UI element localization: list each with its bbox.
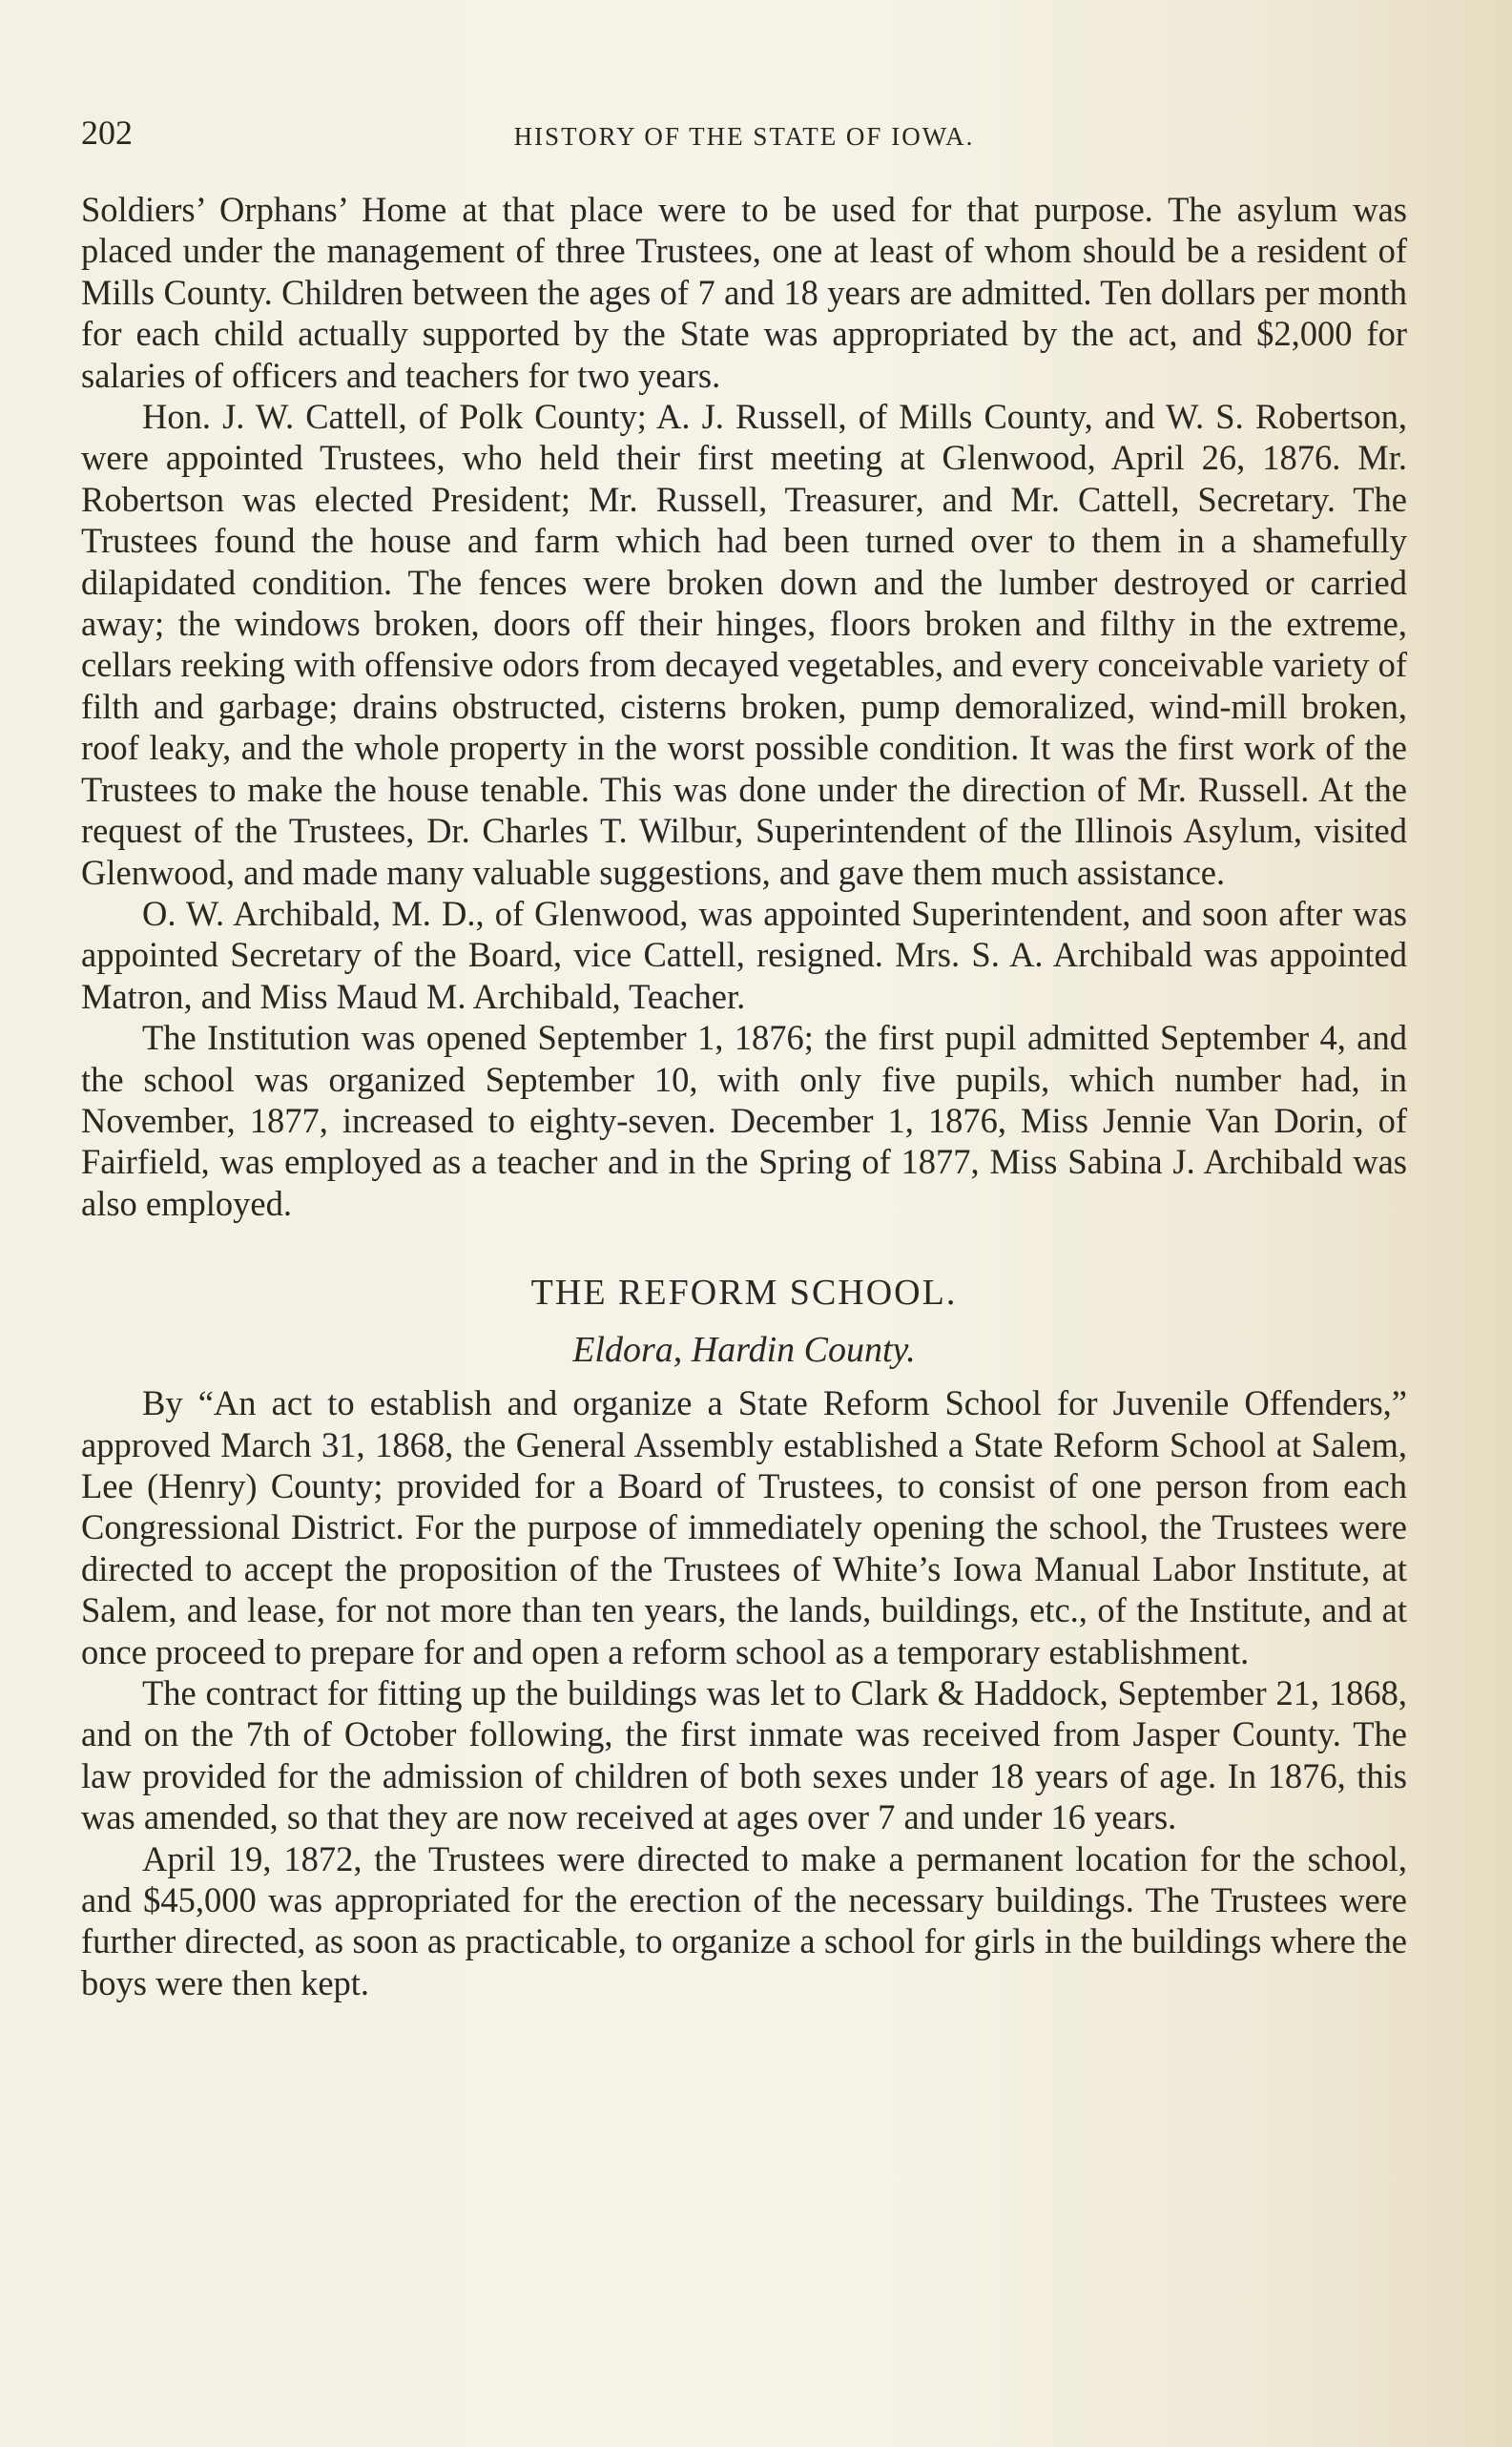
section-title: THE REFORM SCHOOL. bbox=[530, 1273, 958, 1314]
paragraph-reform-act: By “An act to establish and organize a State Reform School for Juvenile Offenders,” approved March 31, 1868, the General Assembly established a State Reform School at Salem, Lee (Henry) County; provided for a Board of Trustees, to consist of one person from each Congressional District. For the purpose of immediately opening the school, the Trustees were directed to accept the proposition of the Trustees of White’s Iowa Manual Labor Institute, at Salem, and lease, for not more than ten years, the lands, buildings, etc., of the Institute, and at once proceed to prepare for and open a reform school as a temporary establishment. bbox=[81, 1383, 1407, 1671]
paragraph-continued: Soldiers’ Orphans’ Home at that place were to be used for that purpose. The asylum was placed under the management of three Trustees, one at least of whom should be a resident of Mills County. Children between the ages of 7 and 18 years are admitted. Ten dollars per month for each child actually supported by the State was appropriated by the act, and $2,000 for salaries of officers and teachers for two years. bbox=[81, 190, 1407, 395]
paragraph-trustees: Hon. J. W. Cattell, of Polk County; A. J. Russell, of Mills County, and W. S. Robertson, were appointed Trustees, who held their first meeting at Glenwood, April 26, 1876. Mr. Robertson was elected President; Mr. Russell, Treasurer, and Mr. Cattell, Secretary. The Trustees found the house and farm which had been turned over to them in a shamefully dilapidated condition. The fences were broken down and the lumber destroyed or carried away; the windows broken, doors off their hinges, floors broken and filthy in the extreme, cellars reeking with offensive odors from decayed vegetables, and every conceivable variety of filth and garbage; drains obstructed, cisterns broken, pump demoralized, wind-mill broken, roof leaky, and the whole property in the worst possible condition. It was the first work of the Trustees to make the house tenable. This was done under the direction of Mr. Russell. At the request of the Trustees, Dr. Charles T. Wilbur, Superintendent of the Illinois Asylum, visited Glenwood, and made many valuable suggestions, and gave them much assistance. bbox=[81, 397, 1407, 892]
section-subtitle: Eldora, Hardin County. bbox=[572, 1330, 916, 1371]
paragraph-permanent-location: April 19, 1872, the Trustees were directed to make a permanent location for the school, and $45,000 was appropriated for the erection of the necessary buildings. The Trustees were further directed, as soon as practicable, to organize a school for girls in the buildings where the boys were then kept. bbox=[81, 1838, 1407, 2002]
page-header bbox=[81, 113, 1407, 160]
paragraph-institution-opened: The Institution was opened September 1, 1876; the first pupil admitted September 4, and the school was organized September 10, with only five pupils, which number had, in November, 1877, increased to eighty-seven. December 1, 1876, Miss Jennie Van Dorin, of Fairfield, was employed as a teacher and in the Spring of 1877, Miss Sabina J. Archibald was also employed. bbox=[81, 1018, 1407, 1223]
paragraph-superintendent: O. W. Archibald, M. D., of Glenwood, was appointed Superintendent, and soon after was appointed Secretary of the Board, vice Cattell, resigned. Mrs. S. A. Archibald was appointed Matron, and Miss Maud M. Archibald, Teacher. bbox=[81, 893, 1407, 1016]
running-title: HISTORY OF THE STATE OF IOWA. bbox=[513, 122, 975, 151]
paragraph-contract: The contract for fitting up the buildings was let to Clark & Haddock, September 21, 1868, and on the 7th of October following, the first inmate was received from Jasper County. The law provided for the admission of children of both sexes under 18 years of age. In 1876, this was amended, so that they are now received at ages over 7 and under 16 years. bbox=[81, 1673, 1407, 1837]
page-body bbox=[81, 189, 1407, 2003]
page-number: 202 bbox=[81, 114, 133, 152]
